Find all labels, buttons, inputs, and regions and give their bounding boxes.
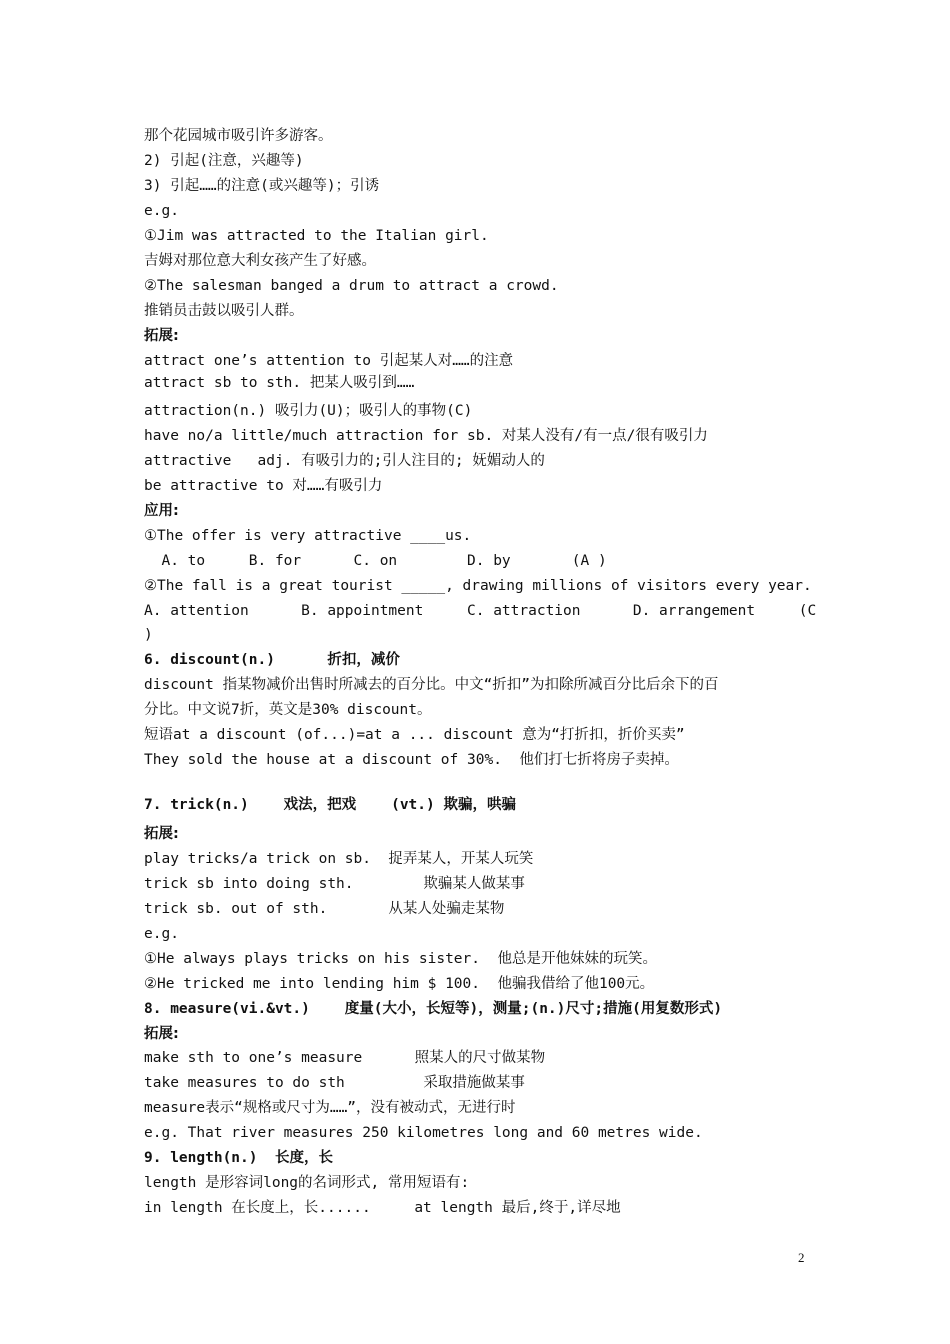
text-line: attract sb to sth. 把某人吸引到…… bbox=[144, 375, 415, 391]
text-line: 2) 引起(注意，兴趣等) bbox=[144, 153, 304, 169]
text-line: have no/a little/much attraction for sb. 对某人没有/有一点/很有吸引力 bbox=[144, 428, 708, 444]
text-line: e.g. bbox=[144, 203, 179, 219]
exercise-options: A. to B. for C. on D. by (A ) bbox=[144, 553, 607, 569]
text-line: length 是形容词long的名词形式, 常用短语有: bbox=[144, 1175, 470, 1191]
example-sentence: ①He always plays tricks on his sister. 他总是开他妹妹的玩笑。 bbox=[144, 951, 657, 967]
text-line: 分比。中文说7折，英文是30% discount。 bbox=[144, 702, 432, 718]
text-line: 那个花园城市吸引许多游客。 bbox=[144, 128, 333, 144]
exercise-question: ②The fall is a great tourist _____, drawing millions of visitors every year. bbox=[144, 578, 812, 594]
text-line: discount 指某物减价出售时所减去的百分比。中文“折扣”为扣除所减百分比后余下的百 bbox=[144, 677, 719, 693]
text-line: 3) 引起……的注意(或兴趣等)；引诱 bbox=[144, 178, 380, 194]
vocab-heading: 7. trick(n.) 戏法，把戏 (vt.) 欺骗，哄骗 bbox=[144, 797, 516, 813]
text-line: trick sb into doing sth. 欺骗某人做某事 bbox=[144, 876, 525, 892]
text-line: attract one’s attention to 引起某人对……的注意 bbox=[144, 353, 514, 369]
translation: 吉姆对那位意大利女孩产生了好感。 bbox=[144, 253, 376, 269]
text-line: measure表示“规格或尺寸为……”，没有被动式，无进行时 bbox=[144, 1100, 516, 1116]
text-line: trick sb. out of sth. 从某人处骗走某物 bbox=[144, 901, 505, 917]
section-heading: 应用: bbox=[144, 503, 179, 519]
text-line: in length 在长度上，长...... at length 最后,终于,详尽地 bbox=[144, 1200, 621, 1216]
example-sentence: ②He tricked me into lending him $ 100. 他骗我借给了他100元。 bbox=[144, 976, 655, 992]
section-heading: 拓展: bbox=[144, 328, 179, 344]
text-line: attractive adj. 有吸引力的;引人注目的; 妩媚动人的 bbox=[144, 453, 545, 469]
text-line: take measures to do sth 采取措施做某事 bbox=[144, 1075, 525, 1091]
text-line: make sth to one’s measure 照某人的尺寸做某物 bbox=[144, 1050, 546, 1066]
translation: 推销员击鼓以吸引人群。 bbox=[144, 303, 304, 319]
exercise-options: ) bbox=[144, 627, 153, 643]
exercise-options: A. attention B. appointment C. attraction D. arrangement (C bbox=[144, 603, 817, 619]
text-line: attraction(n.) 吸引力(U)；吸引人的事物(C) bbox=[144, 403, 473, 419]
vocab-heading: 6. discount(n.) 折扣，减价 bbox=[144, 652, 400, 668]
example-sentence: ①Jim was attracted to the Italian girl. bbox=[144, 228, 489, 244]
vocab-heading: 9. length(n.) 长度，长 bbox=[144, 1150, 333, 1166]
exercise-question: ①The offer is very attractive ____us. bbox=[144, 528, 472, 544]
section-heading: 拓展: bbox=[144, 1026, 179, 1042]
section-heading: 拓展: bbox=[144, 826, 179, 842]
page-number: 2 bbox=[798, 1250, 805, 1265]
text-line: e.g. bbox=[144, 926, 179, 942]
example-sentence: e.g. That river measures 250 kilometres long and 60 metres wide. bbox=[144, 1125, 703, 1141]
example-sentence: ②The salesman banged a drum to attract a crowd. bbox=[144, 278, 559, 294]
text-line: 短语at a discount (of...)=at a ... discount 意为“打折扣，折价买卖” bbox=[144, 727, 685, 743]
vocab-heading: 8. measure(vi.&vt.) 度量(大小，长短等)，测量;(n.)尺寸;措施(用复数形式) bbox=[144, 1001, 723, 1017]
text-line: They sold the house at a discount of 30%. 他们打七折将房子卖掉。 bbox=[144, 752, 679, 768]
text-line: play tricks/a trick on sb. 捉弄某人，开某人玩笑 bbox=[144, 851, 534, 867]
text-line: be attractive to 对……有吸引力 bbox=[144, 478, 383, 494]
